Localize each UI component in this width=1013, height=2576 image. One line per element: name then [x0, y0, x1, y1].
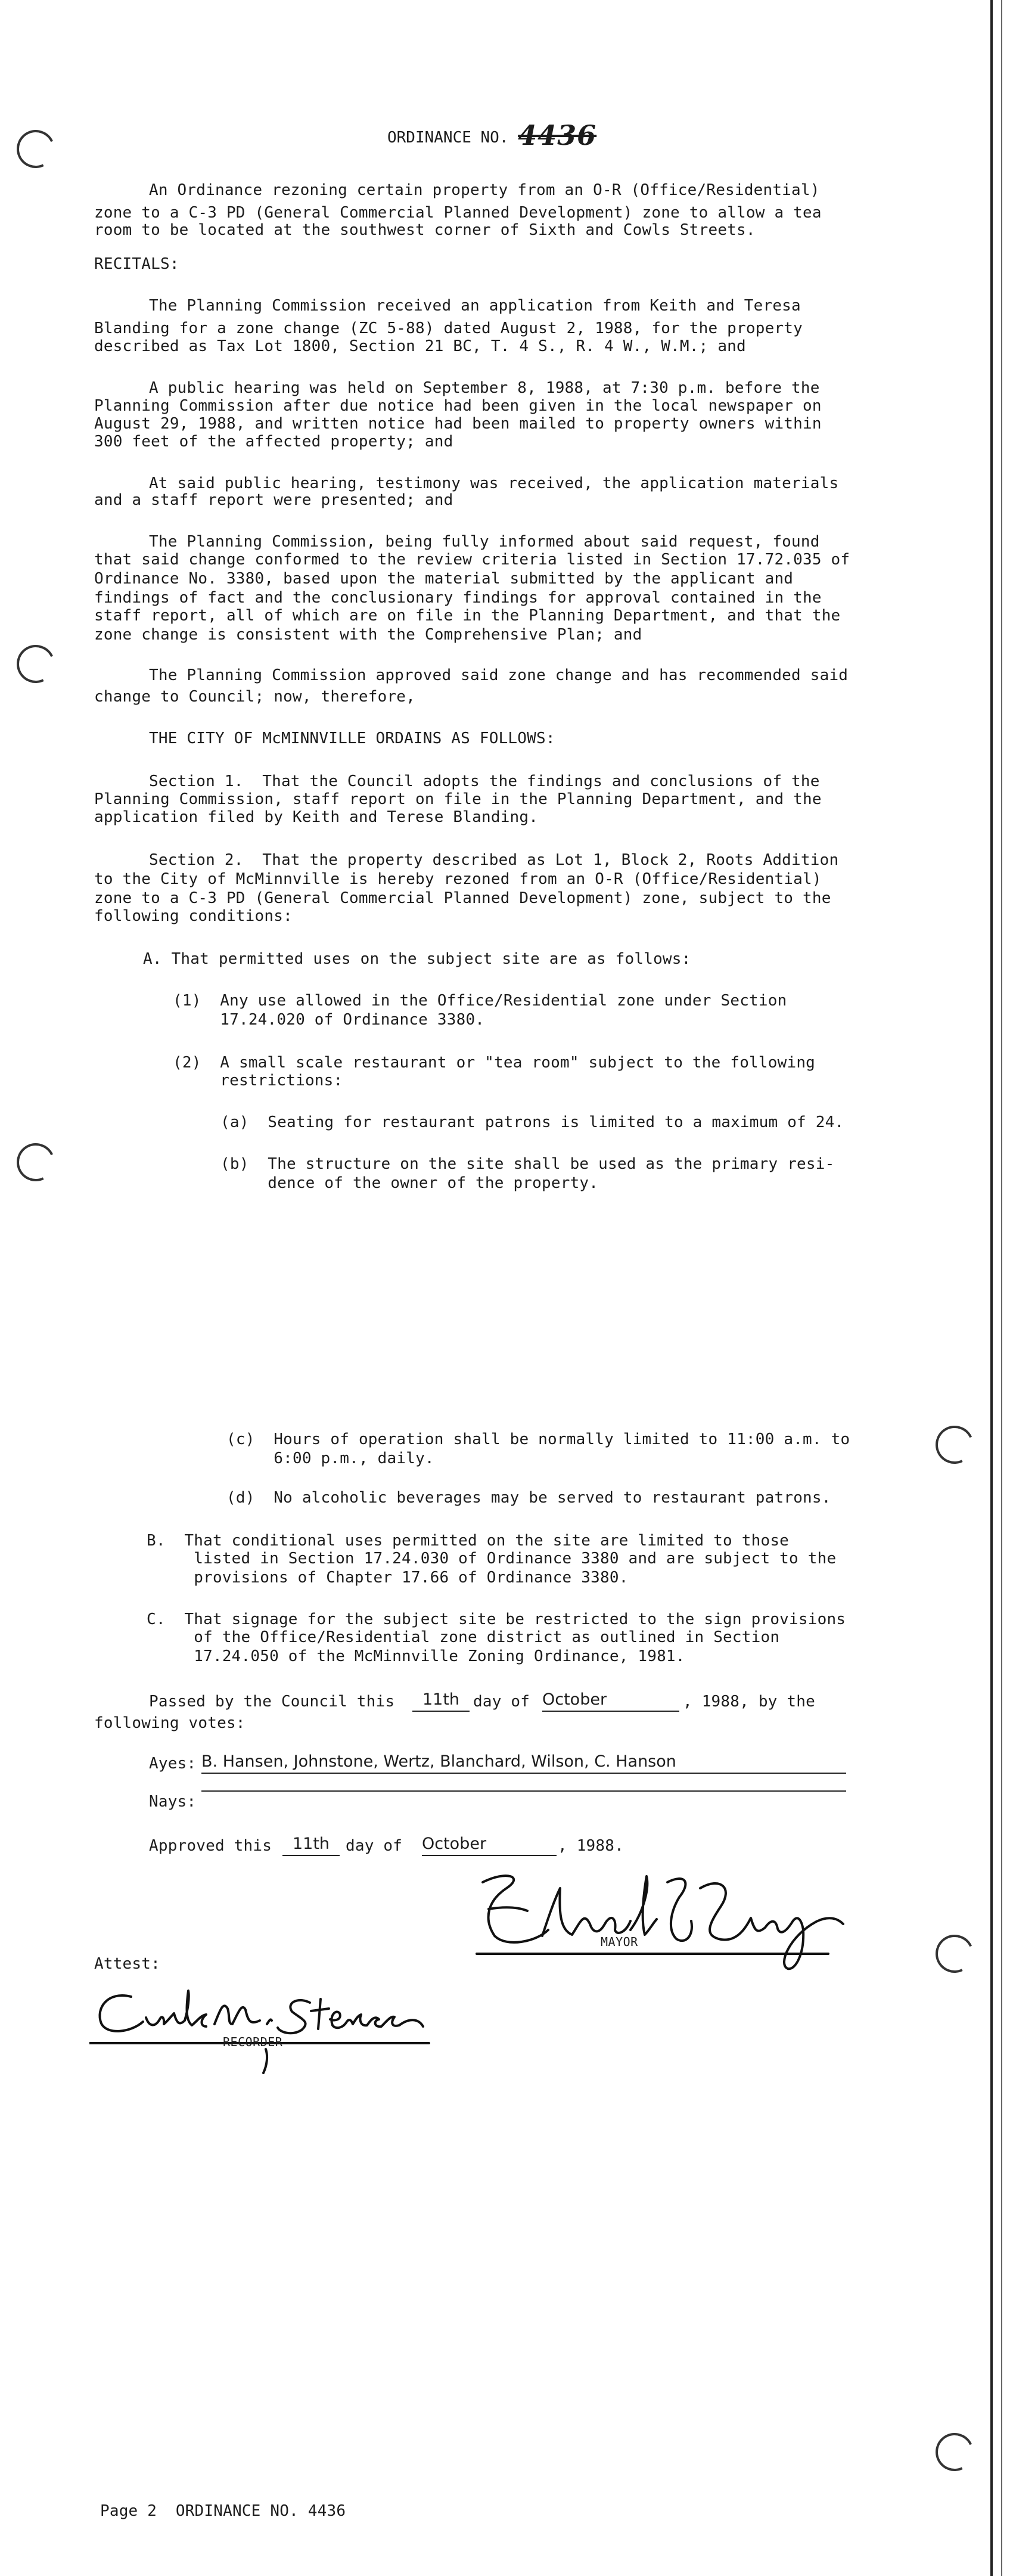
approved-month-field: October [422, 1833, 557, 1856]
recital-2-line: 300 feet of the affected property; and [94, 433, 453, 451]
condition-c-line: C. That signage for the subject site be restricted to the sign provisions [147, 1610, 846, 1628]
recital-1-line: described as Tax Lot 1800, Section 21 BC, T. 4 S., R. 4 W., W.M.; and [94, 337, 746, 355]
condition-a1-line: (1) Any use allowed in the Office/Residential zone under Section [173, 992, 787, 1010]
mayor-signature [471, 1864, 864, 1978]
section-2-line: zone to a C-3 PD (General Commercial Planned Development) zone, subject to the [94, 889, 831, 907]
condition-a1-line: 17.24.020 of Ordinance 3380. [173, 1011, 485, 1029]
punch-hole-icon [930, 1929, 979, 1978]
section-1-line: Section 1. That the Council adopts the findings and conclusions of the [149, 772, 820, 790]
punch-hole-icon [11, 1138, 60, 1187]
recital-4-line: zone change is consistent with the Comprehensive Plan; and [94, 626, 642, 644]
intro-line: room to be located at the southwest corner of Sixth and Cowls Streets. [94, 221, 756, 239]
approved-prefix: Approved this [149, 1837, 272, 1855]
recital-2-line: A public hearing was held on September 8, 1988, at 7:30 p.m. before the [149, 379, 820, 397]
passed-votes: following votes: [94, 1714, 246, 1732]
recital-2-line: August 29, 1988, and written notice had been mailed to property owners within [94, 415, 822, 433]
condition-c-line: 17.24.050 of the McMinnville Zoning Ordinance, 1981. [147, 1647, 685, 1665]
recital-4-line: staff report, all of which are on file in the Planning Department, and that the [94, 607, 841, 625]
condition-a2d: (d) No alcoholic beverages may be served to restaurant patrons. [226, 1489, 831, 1507]
punch-hole-icon [11, 640, 60, 688]
recital-4-line: findings of fact and the conclusionary findings for approval contained in the [94, 589, 822, 607]
recital-5-line: change to Council; now, therefore, [94, 688, 416, 706]
page-footer: Page 2 ORDINANCE NO. 4436 [100, 2502, 346, 2520]
punch-hole-icon [930, 2428, 979, 2476]
condition-a2c-line: 6:00 p.m., daily. [226, 1450, 434, 1467]
approved-day-field: 11th [282, 1833, 340, 1856]
recorder-label: RECORDER [223, 2035, 283, 2049]
recital-4-line: Ordinance No. 3380, based upon the material submitted by the applicant and [94, 570, 794, 588]
recital-4-line: The Planning Commission, being fully informed about said request, found [149, 533, 820, 551]
ayes-field: B. Hansen, Johnstone, Wertz, Blanchard, Wilson, C. Hanson [201, 1751, 846, 1774]
attest-label: Attest: [94, 1955, 160, 1973]
ayes-label: Ayes: [149, 1755, 197, 1773]
approved-suffix: , 1988. [558, 1837, 624, 1855]
intro-line: An Ordinance rezoning certain property from an O-R (Office/Residential) [149, 181, 820, 199]
recital-3-line: At said public hearing, testimony was received, the application materials [149, 474, 839, 492]
recital-5-line: The Planning Commission approved said zone change and has recommended said [149, 666, 849, 684]
recorder-signature [89, 1985, 441, 2074]
passed-prefix: Passed by the Council this [149, 1693, 395, 1711]
passed-day-field: 11th [412, 1689, 470, 1712]
recital-4-line: that said change conformed to the review criteria listed in Section 17.72.035 of [94, 551, 850, 569]
punch-hole-icon [11, 125, 60, 173]
condition-a: A. That permitted uses on the subject site are as follows: [143, 950, 691, 968]
condition-a2b-line: dence of the owner of the property. [220, 1174, 599, 1192]
recital-3-line: and a staff report were presented; and [94, 491, 453, 509]
condition-a2-line: (2) A small scale restaurant or "tea room" subject to the following [173, 1054, 816, 1072]
recitals-heading: RECITALS: [94, 255, 179, 273]
ordinance-title [387, 117, 596, 149]
recital-1-line: The Planning Commission received an application from Keith and Teresa [149, 297, 801, 315]
nays-field [201, 1790, 846, 1792]
intro-line: zone to a C-3 PD (General Commercial Planned Development) zone to allow a tea [94, 204, 822, 222]
recital-1-line: Blanding for a zone change (ZC 5-88) dated August 2, 1988, for the property [94, 319, 803, 337]
page-edge-shadow [1001, 0, 1002, 2576]
passed-mid: day of [473, 1693, 530, 1711]
section-2-line: to the City of McMinnville is hereby rezoned from an O-R (Office/Residential) [94, 870, 822, 888]
mayor-label: MAYOR [601, 1935, 638, 1949]
passed-month-field: October [542, 1689, 679, 1712]
condition-a2b-line: (b) The structure on the site shall be used as the primary resi- [220, 1155, 835, 1173]
condition-a2-line: restrictions: [173, 1072, 343, 1090]
title-prefix: ORDINANCE NO. [387, 129, 509, 147]
condition-c-line: of the Office/Residential zone district as outlined in Section [147, 1628, 780, 1646]
recital-2-line: Planning Commission after due notice had been given in the local newspaper on [94, 397, 822, 415]
nays-label: Nays: [149, 1793, 197, 1811]
approved-mid: day of [346, 1837, 403, 1855]
handwritten-ordinance-number: 4436 [518, 119, 597, 151]
section-2-line: following conditions: [94, 907, 293, 925]
condition-b-line: B. That conditional uses permitted on the site are limited to those [147, 1532, 790, 1550]
section-1-line: Planning Commission, staff report on file in the Planning Department, and the [94, 790, 822, 808]
punch-hole-icon [930, 1420, 979, 1469]
condition-b-line: provisions of Chapter 17.66 of Ordinance 3380. [147, 1569, 629, 1587]
ordains-heading: THE CITY OF McMINNVILLE ORDAINS AS FOLLOWS: [149, 730, 555, 747]
condition-a2c-line: (c) Hours of operation shall be normally limited to 11:00 a.m. to [226, 1430, 850, 1448]
passed-suffix: , 1988, by the [683, 1693, 815, 1711]
section-2-line: Section 2. That the property described as Lot 1, Block 2, Roots Addition [149, 851, 839, 869]
page-edge [990, 0, 993, 2576]
condition-b-line: listed in Section 17.24.030 of Ordinance 3380 and are subject to the [147, 1550, 837, 1568]
section-1-line: application filed by Keith and Terese Blanding. [94, 808, 539, 826]
condition-a2a: (a) Seating for restaurant patrons is limited to a maximum of 24. [220, 1113, 844, 1131]
